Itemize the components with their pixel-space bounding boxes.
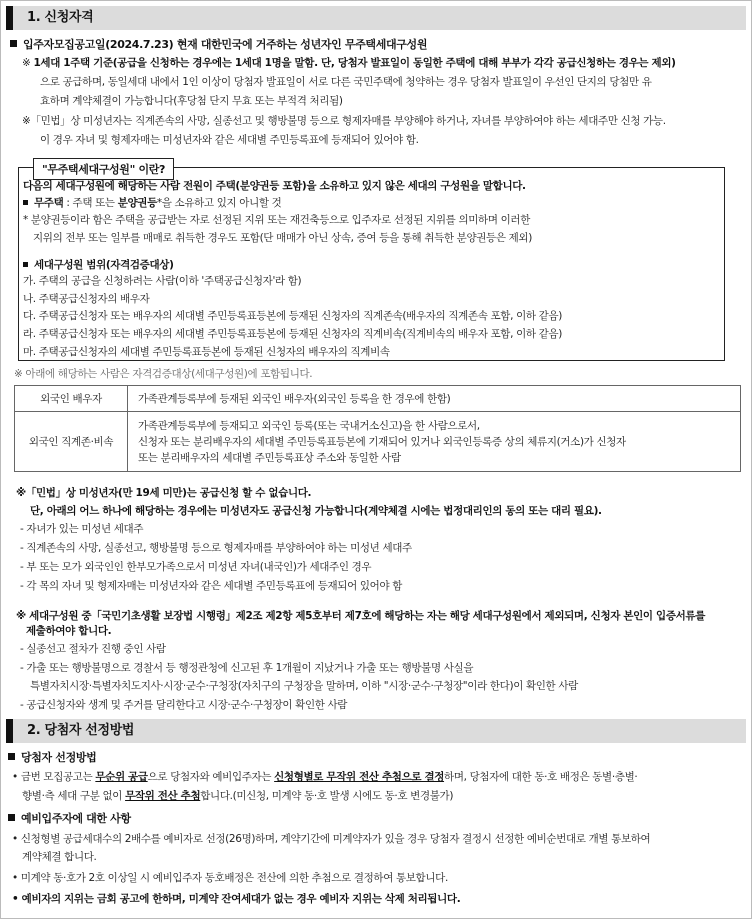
scope-title: 세대구성원 범위(자격검증대상) [23, 257, 174, 273]
square-bullet-icon [23, 200, 28, 205]
section-2-header [6, 719, 746, 743]
scope-item: 다. 주택공급신청자 또는 배우자의 세대별 주민등록표등본에 등재된 신청자의 직계존속(배우자의 직계존속 포함, 이하 같음) [23, 310, 562, 322]
square-bullet-icon [23, 262, 28, 267]
scope-item: 라. 주택공급신청자 또는 배우자의 세대별 주민등록표등본에 등재된 신청자의 직계비속(직계비속의 배우자 포함, 이하 같음) [23, 328, 562, 340]
table-row [15, 412, 741, 472]
exclusion-item: - 실종선고 절차가 진행 중인 사람 [20, 643, 166, 655]
footnote-line-2: 지위의 전부 또는 일부를 매매로 취득한 경우도 포함(단 매매가 아닌 상속, 증여 등을 통해 취득한 분양권등은 제외) [33, 232, 532, 244]
section-2-title: 당첨자 선정방법 [44, 723, 135, 738]
foreign-member-table [14, 385, 741, 472]
square-bullet-icon [8, 814, 15, 821]
minor-subtitle: 단, 아래의 어느 하나에 해당하는 경우에는 미성년자도 공급신청 가능합니다(계약체결 시에는 법정대리인의 동의 또는 대리 필요). [30, 505, 602, 517]
section-1-title: 신청자격 [44, 10, 94, 25]
note-1-line-3: 효하며 계약체결이 가능합니다(후당첨 단지 무효 또는 부적격 처리됨) [40, 95, 343, 107]
note-2-line-1: ※「민법」상 미성년자는 직계존속의 사망, 실종선고 및 행방불명 등으로 형제자매를 부양해야 하거나, 자녀를 부양하여야 하는 세대주만 신청 가능. [22, 115, 666, 127]
table-row [15, 386, 741, 412]
definition-box-title: "무주택세대구성원" 이란? [33, 158, 174, 180]
reserve-item: • 예비자의 지위는 금회 공고에 한하며, 미계약 잔여세대가 없는 경우 예비자 지위는 삭제 처리됩니다. [12, 893, 461, 905]
note-1-line-1: ※ 1세대 1주택 기준(공급을 신청하는 경우에는 1세대 1명을 말함. 단, 당첨자 발표일이 동일한 주택에 대해 부부가 각각 공급신청하는 경우는 제외) [22, 57, 676, 69]
exclusion-item: - 가출 또는 행방불명으로 경찰서 등 행정관청에 신고된 후 1개월이 지났거나 가출 또는 행방불명 사실을 [20, 662, 474, 674]
exclusion-item: - 공급신청자와 생계 및 주거를 달리한다고 시장·군수·구청장이 확인한 사람 [20, 699, 348, 711]
winner-method-line-2: 향별·측 세대 구분 없이 무작위 전산 추첨합니다.(미신청, 미계약 동·호 발생 시에도 동·호 변경불가) [22, 790, 454, 802]
basic-exclusion-title-1: ※ 세대구성원 중「국민기초생활 보장법 시행령」제2조 제2항 제5호부터 제7호에 해당하는 자는 해당 세대구성원에서 제외되며, 신청자 본인이 입증서류를 [16, 610, 705, 622]
minor-item: - 자녀가 있는 미성년 세대주 [20, 523, 144, 535]
reserve-item: • 신청형별 공급세대수의 2배수를 예비자로 선정(26명)하며, 계약기간에 미계약자가 있을 경우 당첨자 결정시 선정한 예비순번대로 개별 통보하여 [12, 833, 651, 845]
minor-item: - 부 또는 모가 외국인인 한부모가족으로서 미성년 자녀(내국인)가 세대주인 경우 [20, 561, 372, 573]
reserve-item: • 미계약 동·호가 2호 이상일 시 예비입주자 동호배정은 전산에 의한 추첨으로 결정하여 통보합니다. [12, 872, 448, 884]
square-bullet-icon [8, 753, 15, 760]
table-row-head: 외국인 직계존·비속 [15, 412, 128, 472]
note-2-line-2: 이 경우 자녀 및 형제자매는 미성년자와 같은 세대별 주민등록표에 등재되어 있어야 함. [40, 134, 419, 146]
reserve-item-cont: 계약체결 합니다. [22, 851, 97, 863]
table-row-content: 가족관계등록부에 등재된 외국인 배우자(외국인 등록을 한 경우에 한함) [128, 386, 741, 412]
winner-method-line-1: • 금번 모집공고는 무순위 공급으로 당첨자와 예비입주자는 신청형별로 무작위 전산 추첨으로 결정하며, 당첨자에 대한 동·호 배정은 동별·층별· [12, 771, 638, 783]
winner-method-title: 당첨자 선정방법 [8, 750, 96, 766]
note-1-line-2: 으로 공급하며, 동일세대 내에서 1인 이상이 당첨자 발표일이 서로 다른 국민주택에 청약하는 경우 당첨자 발표일이 우선인 단지의 당첨만 유 [40, 76, 652, 88]
table-note: ※ 아래에 해당하는 사람은 자격검증대상(세대구성원)에 포함됩니다. [14, 368, 313, 380]
square-bullet-icon [10, 40, 17, 47]
scope-item: 나. 주택공급신청자의 배우자 [23, 293, 150, 305]
footnote-line-1: * 분양권등이라 함은 주택을 공급받는 자로 선정된 지위 또는 재건축등으로 입주자로 선정된 지위를 의미하며 이러한 [23, 214, 530, 226]
table-row-content: 가족관계등록부에 등재되고 외국인 등록(또는 국내거소신고)을 한 사람으로서, 신청자 또는 분리배우자의 세대별 주민등록표등본에 기재되어 있거나 외국인등록증 상의 체류지(거소)가 신청자 또는 분리배우자의 세대별 주민등록표상 주소와 동일한 사람 [128, 412, 741, 472]
scope-item: 가. 주택의 공급을 신청하려는 사람(이하 '주택공급신청자'라 함) [23, 275, 302, 287]
exclusion-item-cont: 특별자치시장·특별자치도지사·시장·군수·구청장(자치구의 구청장을 말하며, 이하 "시장·군수·구청장"이라 한다)이 확인한 사람 [30, 680, 578, 692]
basic-exclusion-title-2: 제출하여야 합니다. [26, 625, 112, 637]
eligibility-lead: 입주자모집공고일(2024.7.23) 현재 대한민국에 거주하는 성년자인 무주택세대구성원 [10, 37, 427, 53]
minor-title: ※「민법」상 미성년자(만 19세 미만)는 공급신청 할 수 없습니다. [16, 487, 312, 499]
reserve-title: 예비입주자에 대한 사항 [8, 811, 131, 827]
definition-intro: 다음의 세대구성원에 해당하는 사람 전원이 주택(분양권등 포함)을 소유하고 있지 않은 세대의 구성원을 말합니다. [23, 180, 526, 192]
no-house-rule: 무주택 : 주택 또는 분양권등*을 소유하고 있지 아니할 것 [23, 195, 281, 211]
section-1-header [6, 6, 746, 30]
scope-item: 마. 주택공급신청자의 세대별 주민등록표등본에 등재된 신청자의 배우자의 직계비속 [23, 346, 390, 358]
minor-item: - 각 목의 자녀 및 형제자매는 미성년자와 같은 세대별 주민등록표에 등재되어 있어야 함 [20, 580, 403, 592]
section-2-number: 2. [27, 723, 41, 738]
table-row-head: 외국인 배우자 [15, 386, 128, 412]
minor-item: - 직계존속의 사망, 실종선고, 행방불명 등으로 형제자매를 부양하여야 하는 미성년 세대주 [20, 542, 412, 554]
section-1-number: 1. [27, 10, 41, 25]
